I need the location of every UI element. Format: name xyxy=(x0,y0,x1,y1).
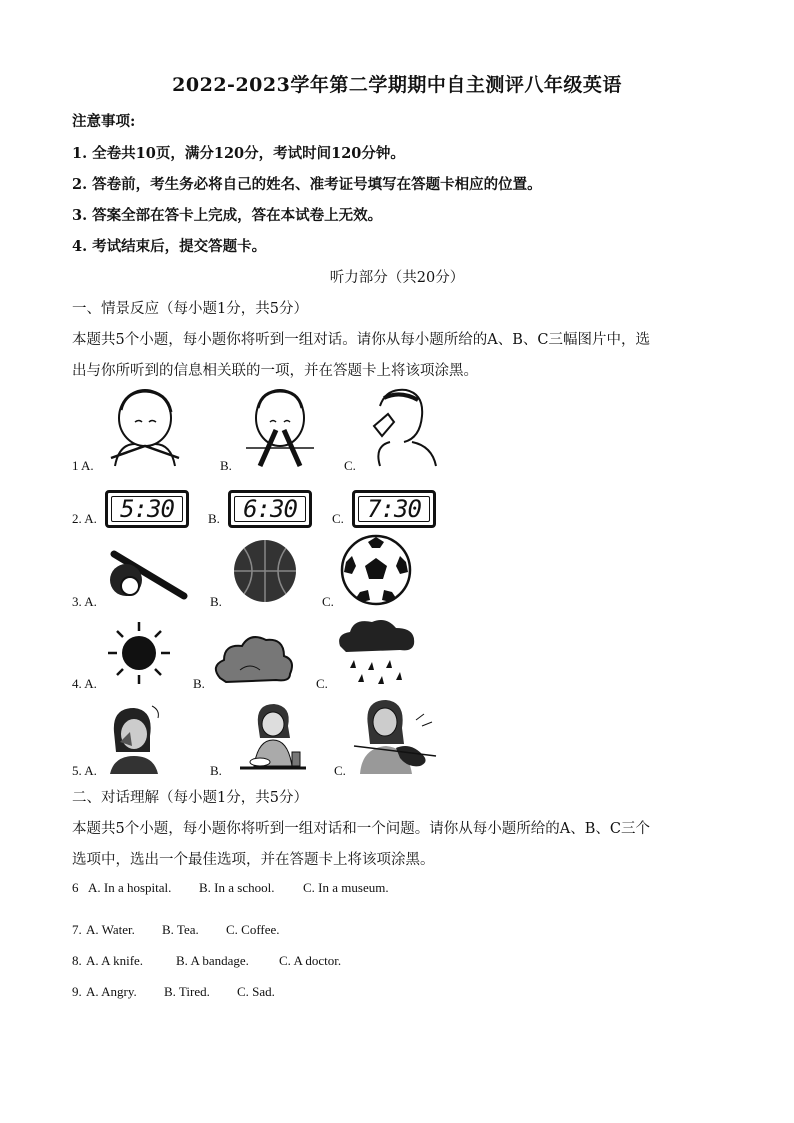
clock-c-image xyxy=(352,490,436,528)
q7-option-c: C. Coffee. xyxy=(226,922,280,937)
q4-label-c: C. xyxy=(316,676,328,691)
q3-label-b: B. xyxy=(210,594,222,609)
q6-option-b: B. In a school. xyxy=(199,880,275,895)
section2-instruction-line2: 选项中，选出一个最佳选项，并在答题卡上将该项涂黑。 xyxy=(72,852,435,868)
q5-label-a: 5. A. xyxy=(72,763,97,778)
notice-heading: 注意事项: xyxy=(72,113,136,130)
section2-heading: 二、对话理解（每小题1分，共5分） xyxy=(72,790,308,806)
girl-eating-image xyxy=(236,700,310,774)
sun-icon xyxy=(104,620,174,686)
notice-item-3: 3. 答案全部在答卡上完成，答在本试卷上无效。 xyxy=(72,207,383,224)
q4-label-a: 4. A. xyxy=(72,676,97,691)
q6-option-a: A. In a hospital. xyxy=(88,880,172,895)
q2-label-a: 2. A. xyxy=(72,511,97,526)
page-title: 2022-2023学年第二学期期中自主测评八年级英语 xyxy=(172,74,622,96)
q4-label-b: B. xyxy=(193,676,205,691)
clock-c-time: 7:30 xyxy=(358,496,430,522)
clock-a-time: 5:30 xyxy=(111,496,183,522)
q7-option-a: A. Water. xyxy=(86,922,135,937)
q3-label-c: C. xyxy=(322,594,334,609)
face-hands-nose-image xyxy=(238,388,322,468)
q9-option-c: C. Sad. xyxy=(237,984,275,999)
notice-item-2: 2. 答卷前，考生务必将自己的姓名、准考证号填写在答题卡相应的位置。 xyxy=(72,176,542,193)
girl-violin-image xyxy=(352,696,440,774)
listening-title: 听力部分（共20分） xyxy=(329,270,465,286)
baseball-bat-image xyxy=(104,546,188,604)
q8-number: 8. xyxy=(72,953,82,968)
clock-a-image xyxy=(105,490,189,528)
q6-number: 6 xyxy=(72,880,79,895)
basketball-image xyxy=(232,538,298,604)
face-hands-mouth-image xyxy=(105,388,185,468)
crying-girl-image xyxy=(104,702,164,774)
q2-label-c: C. xyxy=(332,511,344,526)
q6-option-c: C. In a museum. xyxy=(303,880,389,895)
q8-option-c: C. A doctor. xyxy=(279,953,342,968)
section1-instruction-line2: 出与你所听到的信息相关联的一项，并在答题卡上将该项涂黑。 xyxy=(72,363,478,379)
notice-item-4: 4. 考试结束后，提交答题卡。 xyxy=(72,238,267,255)
q9-number: 9. xyxy=(72,984,82,999)
q1-label-b: B. xyxy=(220,458,232,473)
section2-instruction-line1: 本题共5个小题，每小题你将听到一组对话和一个问题。请你从每小题所给的A、B、C三个 xyxy=(72,821,650,837)
q2-label-b: B. xyxy=(208,511,220,526)
rain-cloud-icon xyxy=(334,616,420,688)
clock-b-image xyxy=(228,490,312,528)
clock-b-time: 6:30 xyxy=(234,496,306,522)
q3-label-a: 3. A. xyxy=(72,594,97,609)
face-hand-nose-image xyxy=(360,386,438,468)
q5-label-b: B. xyxy=(210,763,222,778)
q8-option-a: A. A knife. xyxy=(86,953,144,968)
cloud-icon xyxy=(210,630,296,686)
q1-label-a: 1 A. xyxy=(72,458,94,473)
notice-item-1: 1. 全卷共10页，满分120分，考试时间120分钟。 xyxy=(72,145,405,162)
q1-label-c: C. xyxy=(344,458,356,473)
q5-label-c: C. xyxy=(334,763,346,778)
q7-option-b: B. Tea. xyxy=(162,922,199,937)
q9-option-b: B. Tired. xyxy=(164,984,210,999)
section1-heading: 一、情景反应（每小题1分，共5分） xyxy=(72,301,308,317)
q9-option-a: A. Angry. xyxy=(86,984,137,999)
q7-number: 7. xyxy=(72,922,82,937)
section1-instruction-line1: 本题共5个小题，每小题你将听到一组对话。请你从每小题所给的A、B、C三幅图片中，选 xyxy=(72,332,650,348)
soccer-ball-image xyxy=(340,534,412,606)
q8-option-b: B. A bandage. xyxy=(176,953,249,968)
